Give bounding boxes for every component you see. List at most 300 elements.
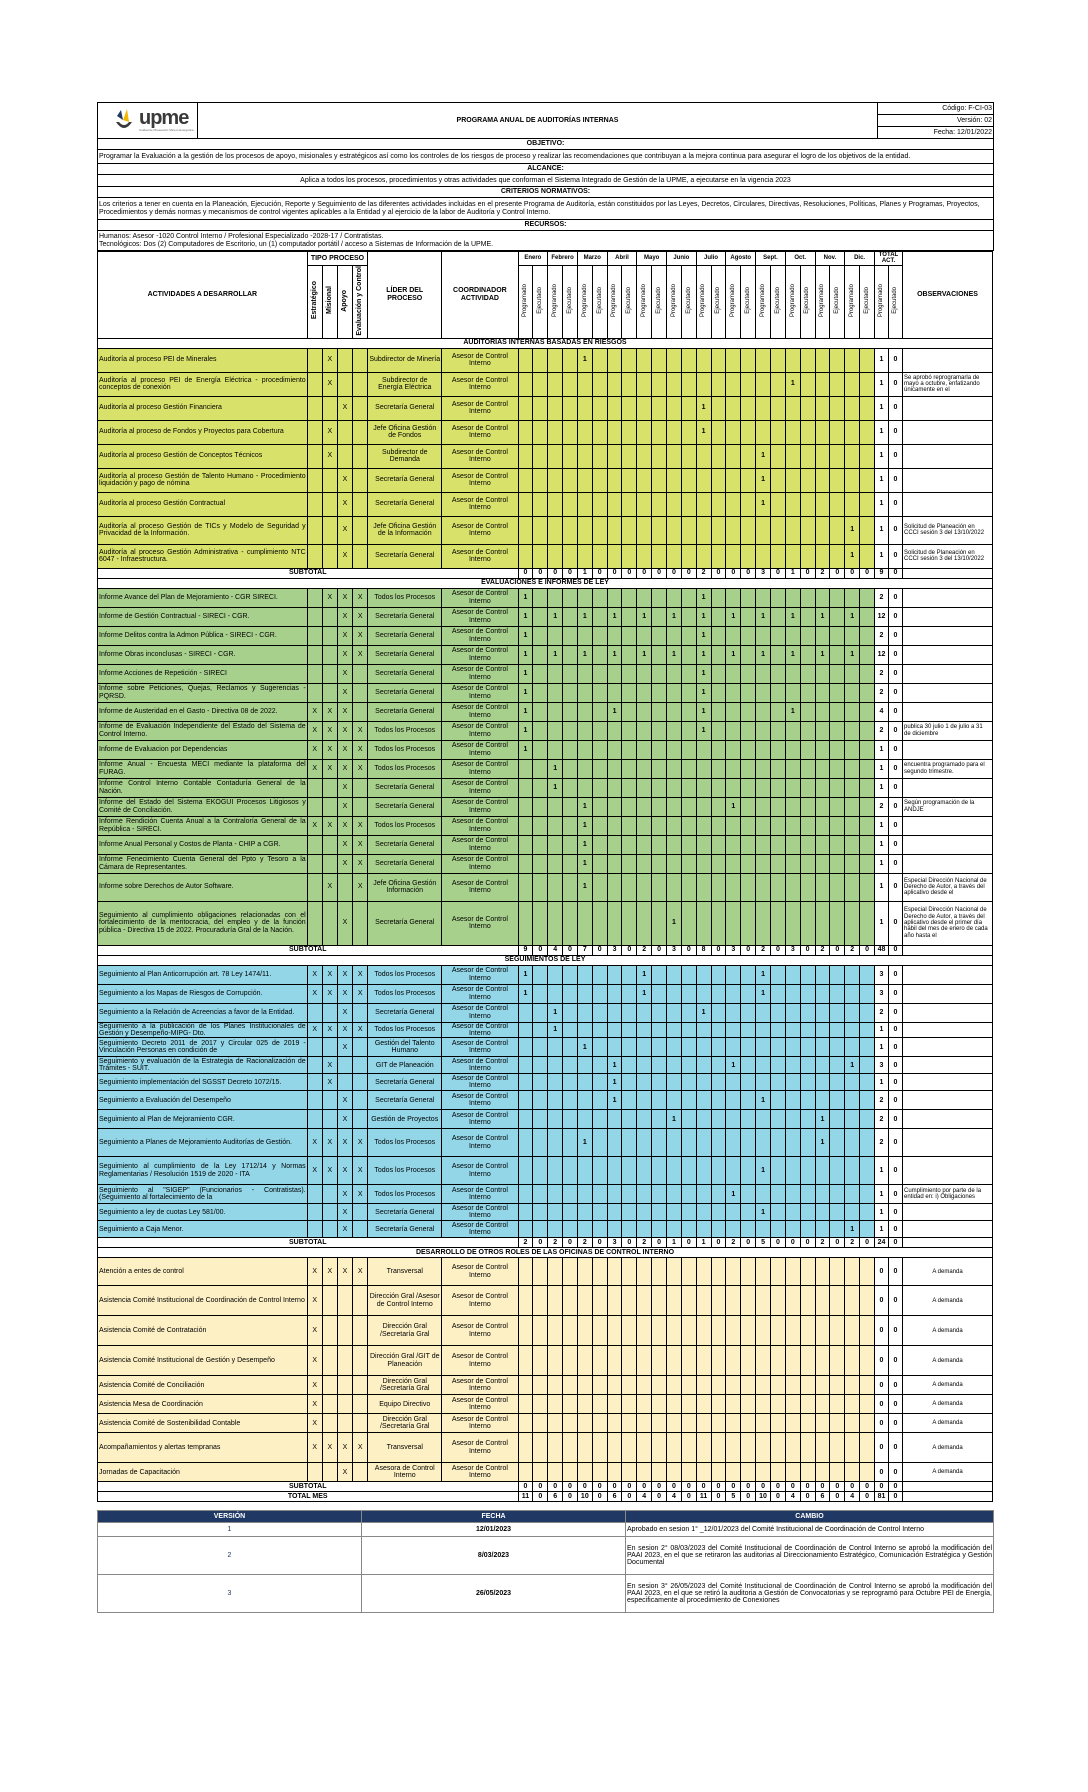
ejecutado-cell (533, 1395, 548, 1414)
programado-cell (637, 797, 652, 816)
programado-cell (845, 1110, 860, 1129)
programado-cell (637, 683, 652, 702)
activity-row (98, 965, 993, 984)
ejecutado-cell (800, 1110, 815, 1129)
programado-cell (667, 468, 682, 492)
programado-cell (637, 1022, 652, 1038)
tipo-mark: X (337, 1433, 352, 1463)
ejecutado-cell (860, 901, 875, 945)
total-programado: 2 (874, 1003, 888, 1022)
ejecutado-cell (770, 984, 785, 1003)
col-ejecutado: Ejecutado (863, 287, 870, 314)
programado-cell (815, 740, 830, 759)
total-ejecutado: 0 (888, 1433, 902, 1463)
tipo-mark (353, 1463, 368, 1482)
programado-cell (637, 1316, 652, 1346)
ejecutado-cell (652, 372, 667, 396)
programado-cell (815, 1463, 830, 1482)
ejecutado-cell (533, 348, 548, 372)
observacion (903, 1157, 993, 1185)
programado-cell (815, 965, 830, 984)
ejecutado-cell (830, 1204, 845, 1221)
programado-cell (845, 721, 860, 740)
tipo-mark: X (353, 607, 368, 626)
programado-cell (726, 1463, 741, 1482)
programado-cell (785, 1129, 800, 1157)
ejecutado-cell (533, 664, 548, 683)
tipo-mark (322, 1414, 337, 1433)
ejecutado-cell (652, 835, 667, 854)
programado-cell (548, 740, 563, 759)
tipo-mark: X (322, 348, 337, 372)
ejecutado-cell (711, 544, 726, 568)
ejecutado-cell (622, 372, 637, 396)
programado-cell: 1 (577, 835, 592, 854)
ejecutado-cell (592, 626, 607, 645)
programado-cell: 1 (845, 544, 860, 568)
programado-cell (637, 1110, 652, 1129)
activity-name: Informe Delitos contra la Admon Pública - SIRECI - CGR. (98, 626, 308, 645)
programado-cell: 1 (845, 1057, 860, 1074)
tipo-mark (353, 778, 368, 797)
ejecutado-cell (592, 1185, 607, 1204)
activity-name: Atención a entes de control (98, 1258, 308, 1286)
ejecutado-cell (622, 1022, 637, 1038)
version-number: 3 (98, 1575, 362, 1613)
lider-cell: Secretaría General (368, 683, 442, 702)
programado-cell (815, 664, 830, 683)
tipo-mark: X (337, 1038, 352, 1057)
ejecutado-cell (741, 816, 756, 835)
total-ejecutado: 0 (888, 1185, 902, 1204)
programado-cell (815, 588, 830, 607)
subtotal-cell: 0 (741, 568, 756, 578)
ejecutado-cell (563, 588, 578, 607)
col-month: Julio (696, 252, 726, 266)
tipo-mark (322, 854, 337, 873)
programado-cell (815, 1074, 830, 1091)
ejecutado-cell (860, 1074, 875, 1091)
ejecutado-cell (652, 1376, 667, 1395)
subtotal-cell: 5 (756, 1238, 771, 1248)
activity-name: Auditoría al proceso Gestión de Conceptos Técnicos (98, 444, 308, 468)
programado-cell (667, 984, 682, 1003)
subtotal-cell: 0 (830, 1482, 845, 1492)
tipo-mark (322, 778, 337, 797)
programado-cell (785, 1395, 800, 1414)
tipo-mark (322, 1376, 337, 1395)
ejecutado-cell (622, 683, 637, 702)
programado-cell (845, 965, 860, 984)
programado-cell (815, 444, 830, 468)
coordinador-cell: Asesor de Control Interno (442, 1376, 518, 1395)
ejecutado-cell (800, 1346, 815, 1376)
observacion (903, 420, 993, 444)
ejecutado-cell (681, 372, 696, 396)
programado-cell (667, 1022, 682, 1038)
programado-cell: 1 (548, 607, 563, 626)
ejecutado-cell (622, 778, 637, 797)
programado-cell (667, 348, 682, 372)
total-ejecutado: 0 (888, 607, 902, 626)
coordinador-cell: Asesor de Control Interno (442, 544, 518, 568)
tipo-mark: X (307, 1395, 322, 1414)
ejecutado-cell (533, 740, 548, 759)
total-programado: 1 (874, 1185, 888, 1204)
programado-cell (667, 683, 682, 702)
programado-cell (518, 1074, 533, 1091)
tipo-mark (353, 702, 368, 721)
ejecutado-cell (622, 1091, 637, 1110)
ejecutado-cell (652, 721, 667, 740)
programado-cell (518, 372, 533, 396)
tipo-mark (337, 1346, 352, 1376)
activity-name: Informe del Estado del Sistema EKOGUI Procesos Litigiosos y Comité de Conciliación. (98, 797, 308, 816)
observacion: Según programación de la ANDJE (903, 797, 993, 816)
ejecutado-cell (681, 544, 696, 568)
total-programado: 1 (874, 1022, 888, 1038)
activity-name: Acompañamientos y alertas tempranas (98, 1433, 308, 1463)
lider-cell: Subdirector de Minería (368, 348, 442, 372)
logo-text: upme (139, 107, 189, 130)
ejecutado-cell (563, 1221, 578, 1238)
activity-name: Asistencia Comité de Conciliación (98, 1376, 308, 1395)
tipo-mark (307, 1091, 322, 1110)
observacion: Especial Dirección Nacional de Derecho de Autor, a través del aplicativo desde el primer día hábil del mes de enero de cada año hasta el (903, 901, 993, 945)
programado-cell: 1 (696, 588, 711, 607)
ejecutado-cell (860, 664, 875, 683)
activity-row (98, 854, 993, 873)
observacion: A demanda (903, 1376, 993, 1395)
ejecutado-cell (711, 854, 726, 873)
subtotal-cell: 0 (681, 1482, 696, 1492)
programado-cell (577, 1395, 592, 1414)
ejecutado-cell (711, 645, 726, 664)
activity-row (98, 901, 993, 945)
tipo-mark (337, 444, 352, 468)
programado-cell (637, 901, 652, 945)
coordinador-cell: Asesor de Control Interno (442, 759, 518, 778)
activity-name: Auditoría al proceso Gestión Administrativa - cumplimiento NTC 6047 - Infraestructura. (98, 544, 308, 568)
programado-cell (756, 702, 771, 721)
programado-cell (756, 372, 771, 396)
criterios-text: Los criterios a tener en cuenta en la Planeación, Ejecución, Reporte y Seguimiento de las diferentes actividades incluidas en el presente Programa de Auditoría, están constituidos por las Leyes, Decretos, Circulares, Directivas, Resoluciones, Políticas, Planes y Programas, Proyectos, Procedimientos y demás normas y mecanismos de control vigentes aplicables a la Entidad y al ejercicio de la labor de Auditoría y Control Interno. (98, 198, 994, 220)
programado-cell (667, 854, 682, 873)
total-programado: 1 (874, 492, 888, 516)
ejecutado-cell (800, 1157, 815, 1185)
programado-cell: 1 (577, 816, 592, 835)
tipo-mark: X (322, 984, 337, 1003)
ejecutado-cell (830, 702, 845, 721)
programado-cell (518, 1204, 533, 1221)
ejecutado-cell (770, 1157, 785, 1185)
activity-name: Asistencia Mesa de Coordinación (98, 1395, 308, 1414)
ejecutado-cell (741, 664, 756, 683)
ejecutado-cell (711, 1463, 726, 1482)
ejecutado-cell (681, 1258, 696, 1286)
ejecutado-cell (770, 372, 785, 396)
programado-cell (518, 1258, 533, 1286)
activity-name: Informe Acciones de Repetición - SIRECI (98, 664, 308, 683)
activity-name: Seguimiento a Evaluación del Desempeño (98, 1091, 308, 1110)
ejecutado-cell (592, 372, 607, 396)
col-observaciones: OBSERVACIONES (903, 252, 993, 339)
col-month: Enero (518, 252, 548, 266)
ejecutado-cell (711, 1286, 726, 1316)
subtotal-cell: 0 (800, 1482, 815, 1492)
tipo-mark (353, 372, 368, 396)
version-header: CAMBIO (626, 1511, 994, 1523)
tipo-mark (353, 664, 368, 683)
ejecutado-cell (533, 1057, 548, 1074)
activity-row (98, 1414, 993, 1433)
activity-name: Auditoría al proceso Gestión Financiera (98, 396, 308, 420)
ejecutado-cell (711, 444, 726, 468)
programado-cell (726, 516, 741, 544)
coordinador-cell: Asesor de Control Interno (442, 492, 518, 516)
ejecutado-cell (592, 396, 607, 420)
col-month: Sept. (756, 252, 786, 266)
programado-cell: 1 (667, 645, 682, 664)
ejecutado-cell (622, 1129, 637, 1157)
programado-cell (667, 1221, 682, 1238)
programado-cell (548, 873, 563, 901)
ejecutado-cell (711, 1157, 726, 1185)
ejecutado-cell (860, 372, 875, 396)
programado-cell (785, 1003, 800, 1022)
ejecutado-cell (652, 1204, 667, 1221)
ejecutado-cell (681, 984, 696, 1003)
col-month: Mayo (637, 252, 667, 266)
programado-cell (607, 348, 622, 372)
programado-cell (577, 1074, 592, 1091)
total-programado: 0 (874, 1258, 888, 1286)
programado-cell (815, 1316, 830, 1346)
subtotal-cell: 2 (815, 568, 830, 578)
activity-name: Seguimiento a ley de cuotas Ley 581/00. (98, 1204, 308, 1221)
header-table (97, 102, 994, 251)
programado-cell (845, 1316, 860, 1346)
ejecutado-cell (830, 492, 845, 516)
observacion (903, 1091, 993, 1110)
programado-cell (845, 797, 860, 816)
ejecutado-cell (592, 1129, 607, 1157)
ejecutado-cell (830, 797, 845, 816)
total-ejecutado: 0 (888, 1110, 902, 1129)
ejecutado-cell (830, 348, 845, 372)
activity-row (98, 1346, 993, 1376)
programado-cell (696, 759, 711, 778)
tipo-mark: X (337, 683, 352, 702)
ejecutado-cell (741, 396, 756, 420)
ejecutado-cell (830, 1286, 845, 1316)
ejecutado-cell (622, 1038, 637, 1057)
programado-cell (756, 816, 771, 835)
programado-cell (607, 588, 622, 607)
programado-cell: 1 (577, 1129, 592, 1157)
programado-cell (815, 396, 830, 420)
subtotal-ejecutado: 0 (888, 568, 902, 578)
total-mes-label: TOTAL MES (98, 1492, 519, 1502)
programado-cell (696, 816, 711, 835)
ejecutado-cell (563, 1074, 578, 1091)
ejecutado-cell (533, 544, 548, 568)
programado-cell (667, 1038, 682, 1057)
ejecutado-cell (563, 645, 578, 664)
ejecutado-cell (741, 645, 756, 664)
ejecutado-cell (860, 588, 875, 607)
tipo-mark (322, 1346, 337, 1376)
ejecutado-cell (830, 588, 845, 607)
subtotal-cell: 0 (741, 1482, 756, 1492)
subtotal-cell: 0 (830, 568, 845, 578)
ejecutado-cell (652, 645, 667, 664)
total-programado: 1 (874, 396, 888, 420)
programado-cell: 1 (815, 1129, 830, 1157)
ejecutado-cell (533, 854, 548, 873)
ejecutado-cell (800, 492, 815, 516)
observacion: A demanda (903, 1316, 993, 1346)
tipo-mark (353, 797, 368, 816)
programado-cell (696, 1258, 711, 1286)
ejecutado-cell (770, 1057, 785, 1074)
ejecutado-cell (533, 965, 548, 984)
ejecutado-cell (800, 1221, 815, 1238)
activity-row (98, 1433, 993, 1463)
programado-cell (667, 1395, 682, 1414)
tipo-mark (322, 1038, 337, 1057)
tipo-mark (337, 372, 352, 396)
programado-cell (548, 854, 563, 873)
programado-cell: 1 (518, 721, 533, 740)
programado-cell (518, 1463, 533, 1482)
ejecutado-cell (592, 1433, 607, 1463)
ejecutado-cell (652, 816, 667, 835)
ejecutado-cell (860, 1395, 875, 1414)
observacion: A demanda (903, 1258, 993, 1286)
ejecutado-cell (681, 778, 696, 797)
total-programado: 0 (874, 1346, 888, 1376)
tipo-mark (353, 1091, 368, 1110)
coordinador-cell: Asesor de Control Interno (442, 1022, 518, 1038)
programado-cell (577, 372, 592, 396)
total-ejecutado: 0 (888, 516, 902, 544)
programado-cell (726, 901, 741, 945)
programado-cell (756, 664, 771, 683)
tipo-mark: X (337, 492, 352, 516)
version-date: 12/01/2023 (362, 1523, 626, 1537)
programado-cell (518, 835, 533, 854)
ejecutado-cell (711, 1221, 726, 1238)
lider-cell: Secretaría General (368, 797, 442, 816)
programado-cell (548, 1376, 563, 1395)
tipo-mark: X (353, 854, 368, 873)
programado-cell (577, 1110, 592, 1129)
ejecutado-cell (800, 683, 815, 702)
ejecutado-cell (800, 1129, 815, 1157)
subtotal-cell: 0 (533, 1482, 548, 1492)
ejecutado-cell (830, 396, 845, 420)
subtotal-label: SUBTOTAL (98, 1482, 519, 1492)
coordinador-cell: Asesor de Control Interno (442, 965, 518, 984)
programado-cell: 1 (726, 645, 741, 664)
ejecutado-cell (860, 797, 875, 816)
total-programado: 0 (874, 1316, 888, 1346)
programado-cell (607, 683, 622, 702)
tipo-mark: X (353, 835, 368, 854)
programado-cell (667, 1463, 682, 1482)
ejecutado-cell (592, 607, 607, 626)
coordinador-cell: Asesor de Control Interno (442, 1204, 518, 1221)
programado-cell (815, 492, 830, 516)
ejecutado-cell (800, 797, 815, 816)
ejecutado-cell (741, 1003, 756, 1022)
ejecutado-cell (681, 759, 696, 778)
programado-cell (518, 1395, 533, 1414)
coordinador-cell: Asesor de Control Interno (442, 1414, 518, 1433)
ejecutado-cell (563, 1414, 578, 1433)
ejecutado-cell (563, 984, 578, 1003)
subtotal-cell: 0 (860, 1482, 875, 1492)
ejecutado-cell (592, 1091, 607, 1110)
total-programado: 2 (874, 721, 888, 740)
coordinador-cell: Asesor de Control Interno (442, 854, 518, 873)
programado-cell: 1 (696, 664, 711, 683)
ejecutado-cell (830, 444, 845, 468)
total-mes-cell: 0 (711, 1492, 726, 1502)
programado-cell (607, 664, 622, 683)
ejecutado-cell (770, 1129, 785, 1157)
ejecutado-cell (860, 1022, 875, 1038)
total-ejecutado: 0 (888, 1346, 902, 1376)
coordinador-cell: Asesor de Control Interno (442, 396, 518, 420)
ejecutado-cell (800, 645, 815, 664)
total-ejecutado: 0 (888, 626, 902, 645)
ejecutado-cell (830, 759, 845, 778)
programado-cell: 1 (756, 965, 771, 984)
ejecutado-cell (830, 544, 845, 568)
tipo-mark (307, 348, 322, 372)
ejecutado-cell (830, 420, 845, 444)
ejecutado-cell (622, 607, 637, 626)
ejecutado-cell (830, 1433, 845, 1463)
programado-cell (548, 1258, 563, 1286)
ejecutado-cell (681, 645, 696, 664)
tipo-mark (322, 664, 337, 683)
tipo-mark (322, 1463, 337, 1482)
programado-cell (637, 1376, 652, 1395)
ejecutado-cell (592, 816, 607, 835)
ejecutado-cell (800, 1091, 815, 1110)
tipo-mark: X (337, 854, 352, 873)
activity-row (98, 1157, 993, 1185)
tipo-mark: X (307, 1376, 322, 1395)
ejecutado-cell (592, 797, 607, 816)
programado-cell (518, 1316, 533, 1346)
total-mes-cell: 0 (830, 1492, 845, 1502)
ejecutado-cell (800, 544, 815, 568)
ejecutado-cell (830, 1157, 845, 1185)
total-ejecutado: 0 (888, 702, 902, 721)
ejecutado-cell (741, 372, 756, 396)
observacion (903, 626, 993, 645)
programado-cell (667, 1346, 682, 1376)
programado-cell (785, 1110, 800, 1129)
subtotal-cell: 0 (592, 1482, 607, 1492)
programado-cell (667, 873, 682, 901)
tipo-mark (353, 396, 368, 420)
total-mes-cell: 5 (726, 1492, 741, 1502)
